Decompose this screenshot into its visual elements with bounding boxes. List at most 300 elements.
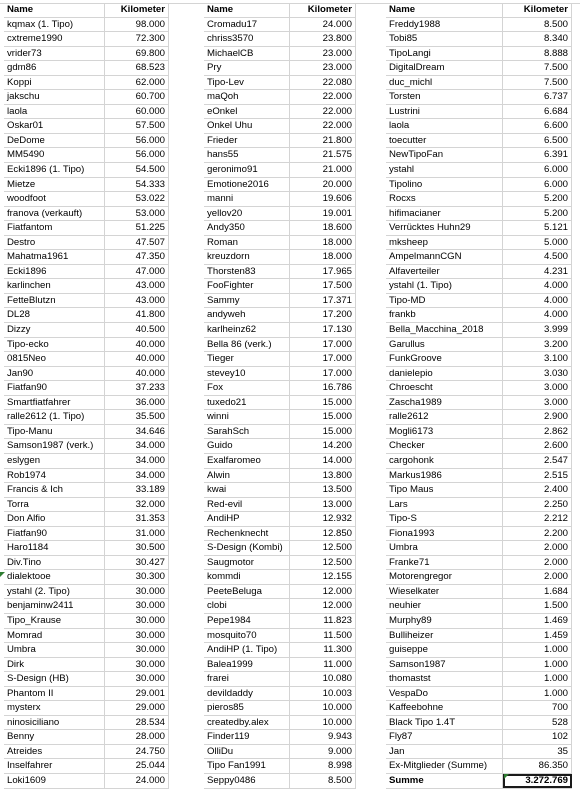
- kilometer-cell[interactable]: 30.000: [105, 585, 169, 599]
- kilometer-cell[interactable]: 19.001: [290, 207, 356, 221]
- kilometer-cell[interactable]: 41.800: [105, 308, 169, 322]
- table-row[interactable]: [204, 178, 356, 193]
- name-cell[interactable]: andyweh: [204, 308, 290, 322]
- name-cell[interactable]: toecutter: [386, 134, 503, 148]
- table-row[interactable]: [386, 469, 572, 484]
- kilometer-cell[interactable]: 34.000: [105, 469, 169, 483]
- name-cell[interactable]: Motorengregor: [386, 570, 503, 584]
- kilometer-cell[interactable]: 30.000: [105, 629, 169, 643]
- table-row[interactable]: [204, 774, 356, 789]
- table-row[interactable]: [204, 570, 356, 585]
- table-row[interactable]: [386, 76, 572, 91]
- kilometer-cell[interactable]: 9.943: [290, 730, 356, 744]
- table-row[interactable]: [204, 439, 356, 454]
- name-cell[interactable]: pieros85: [204, 701, 290, 715]
- table-row[interactable]: [4, 585, 169, 600]
- kilometer-cell[interactable]: 86.350: [503, 759, 572, 773]
- table-row[interactable]: [204, 425, 356, 440]
- table-row[interactable]: [386, 745, 572, 760]
- kilometer-cell[interactable]: 4.000: [503, 279, 572, 293]
- name-cell[interactable]: Destro: [4, 236, 105, 250]
- kilometer-cell[interactable]: 24.000: [290, 18, 356, 32]
- kilometer-cell[interactable]: 8.500: [290, 774, 356, 788]
- kilometer-cell[interactable]: 12.000: [290, 599, 356, 613]
- table-row[interactable]: [386, 512, 572, 527]
- name-cell[interactable]: Umbra: [4, 643, 105, 657]
- table-row[interactable]: [204, 323, 356, 338]
- kilometer-cell[interactable]: 700: [503, 701, 572, 715]
- table-row[interactable]: [204, 643, 356, 658]
- kilometer-cell[interactable]: 30.427: [105, 556, 169, 570]
- kilometer-cell[interactable]: 60.700: [105, 90, 169, 104]
- kilometer-cell[interactable]: 24.000: [105, 774, 169, 788]
- table-row[interactable]: [4, 629, 169, 644]
- kilometer-cell[interactable]: 40.000: [105, 338, 169, 352]
- name-cell[interactable]: benjaminw2411: [4, 599, 105, 613]
- name-cell[interactable]: Tipo-Manu: [4, 425, 105, 439]
- kilometer-cell[interactable]: 31.353: [105, 512, 169, 526]
- kilometer-cell[interactable]: 30.000: [105, 614, 169, 628]
- kilometer-cell[interactable]: 4.500: [503, 250, 572, 264]
- kilometer-cell[interactable]: 23.000: [290, 61, 356, 75]
- name-cell[interactable]: Francis & Ich: [4, 483, 105, 497]
- kilometer-cell[interactable]: 10.003: [290, 687, 356, 701]
- table-row[interactable]: [4, 643, 169, 658]
- kilometer-cell[interactable]: 15.000: [290, 396, 356, 410]
- kilometer-cell[interactable]: 30.000: [105, 599, 169, 613]
- kilometer-cell[interactable]: 53.022: [105, 192, 169, 206]
- table-row[interactable]: [386, 47, 572, 62]
- table-row[interactable]: [386, 541, 572, 556]
- name-cell[interactable]: Pry: [204, 61, 290, 75]
- kilometer-cell[interactable]: 10.000: [290, 701, 356, 715]
- name-cell[interactable]: kommdi: [204, 570, 290, 584]
- name-cell[interactable]: guiseppe: [386, 643, 503, 657]
- kilometer-cell[interactable]: 40.000: [105, 352, 169, 366]
- kilometer-cell[interactable]: 4.231: [503, 265, 572, 279]
- table-row[interactable]: [204, 410, 356, 425]
- kilometer-cell[interactable]: 17.200: [290, 308, 356, 322]
- table-row[interactable]: [204, 498, 356, 513]
- table-row[interactable]: [204, 47, 356, 62]
- kilometer-cell[interactable]: 2.000: [503, 541, 572, 555]
- table-row[interactable]: [4, 352, 169, 367]
- kilometer-cell[interactable]: 98.000: [105, 18, 169, 32]
- kilometer-cell[interactable]: 2.200: [503, 527, 572, 541]
- table-row[interactable]: [4, 250, 169, 265]
- table-row[interactable]: [204, 90, 356, 105]
- table-row[interactable]: [4, 759, 169, 774]
- table-row[interactable]: [386, 570, 572, 585]
- table-row[interactable]: [204, 250, 356, 265]
- table-row[interactable]: [4, 541, 169, 556]
- table-row[interactable]: [4, 439, 169, 454]
- table-row[interactable]: [386, 18, 572, 33]
- kilometer-cell[interactable]: 1.000: [503, 687, 572, 701]
- name-cell[interactable]: AmpelmannCGN: [386, 250, 503, 264]
- kilometer-cell[interactable]: 20.000: [290, 178, 356, 192]
- table-row[interactable]: [4, 410, 169, 425]
- name-cell[interactable]: neuhier: [386, 599, 503, 613]
- table-row[interactable]: [386, 716, 572, 731]
- table-row[interactable]: [386, 498, 572, 513]
- name-cell[interactable]: Lars: [386, 498, 503, 512]
- kilometer-cell[interactable]: 30.000: [105, 643, 169, 657]
- table-row[interactable]: [204, 294, 356, 309]
- name-cell[interactable]: Loki1609: [4, 774, 105, 788]
- kilometer-cell[interactable]: 36.000: [105, 396, 169, 410]
- table-row[interactable]: [386, 207, 572, 222]
- name-cell[interactable]: Fiatfantom: [4, 221, 105, 235]
- name-cell[interactable]: MM5490: [4, 148, 105, 162]
- kilometer-cell[interactable]: 10.000: [290, 716, 356, 730]
- kilometer-cell[interactable]: 12.500: [290, 556, 356, 570]
- kilometer-cell[interactable]: 12.500: [290, 541, 356, 555]
- kilometer-cell[interactable]: 18.600: [290, 221, 356, 235]
- kilometer-cell[interactable]: 17.000: [290, 352, 356, 366]
- name-cell[interactable]: Ecki1896 (1. Tipo): [4, 163, 105, 177]
- kilometer-cell[interactable]: 29.001: [105, 687, 169, 701]
- kilometer-cell[interactable]: 34.646: [105, 425, 169, 439]
- kilometer-cell[interactable]: 2.515: [503, 469, 572, 483]
- name-cell[interactable]: woodfoot: [4, 192, 105, 206]
- table-row[interactable]: [4, 61, 169, 76]
- name-cell[interactable]: Torsten: [386, 90, 503, 104]
- table-row[interactable]: [386, 221, 572, 236]
- kilometer-cell[interactable]: 33.189: [105, 483, 169, 497]
- kilometer-cell[interactable]: 8.888: [503, 47, 572, 61]
- kilometer-cell[interactable]: 3.000: [503, 381, 572, 395]
- name-cell[interactable]: DeDome: [4, 134, 105, 148]
- name-cell[interactable]: FetteBlutzn: [4, 294, 105, 308]
- table-row[interactable]: [204, 512, 356, 527]
- kilometer-cell[interactable]: 37.233: [105, 381, 169, 395]
- name-cell[interactable]: Black Tipo 1.4T: [386, 716, 503, 730]
- name-cell[interactable]: FooFighter: [204, 279, 290, 293]
- table-row[interactable]: [386, 294, 572, 309]
- kilometer-cell[interactable]: 40.000: [105, 367, 169, 381]
- table-row[interactable]: [386, 687, 572, 702]
- kilometer-cell[interactable]: 31.000: [105, 527, 169, 541]
- kilometer-cell[interactable]: 8.998: [290, 759, 356, 773]
- name-cell[interactable]: maQoh: [204, 90, 290, 104]
- table-row[interactable]: [386, 32, 572, 47]
- table-row[interactable]: [4, 265, 169, 280]
- table-row[interactable]: [4, 105, 169, 120]
- name-cell[interactable]: Rocxs: [386, 192, 503, 206]
- name-cell[interactable]: Inselfahrer: [4, 759, 105, 773]
- kilometer-cell[interactable]: 11.500: [290, 629, 356, 643]
- name-cell[interactable]: Dizzy: [4, 323, 105, 337]
- kilometer-cell[interactable]: 21.000: [290, 163, 356, 177]
- name-cell[interactable]: Chroescht: [386, 381, 503, 395]
- table-row[interactable]: [386, 701, 572, 716]
- name-cell[interactable]: karlheinz62: [204, 323, 290, 337]
- kilometer-cell[interactable]: 3.200: [503, 338, 572, 352]
- name-cell[interactable]: Pepe1984: [204, 614, 290, 628]
- kilometer-cell[interactable]: 17.000: [290, 338, 356, 352]
- kilometer-cell[interactable]: 6.684: [503, 105, 572, 119]
- table-row[interactable]: [204, 483, 356, 498]
- table-row[interactable]: [204, 338, 356, 353]
- name-cell[interactable]: duc_michl: [386, 76, 503, 90]
- table-row[interactable]: [204, 308, 356, 323]
- name-cell[interactable]: ystahl (1. Tipo): [386, 279, 503, 293]
- table-row[interactable]: [204, 585, 356, 600]
- table-row[interactable]: [204, 614, 356, 629]
- header-name[interactable]: Name: [386, 3, 503, 17]
- table-row[interactable]: [386, 425, 572, 440]
- name-cell[interactable]: SarahSch: [204, 425, 290, 439]
- table-row[interactable]: [204, 381, 356, 396]
- kilometer-cell[interactable]: 18.000: [290, 236, 356, 250]
- name-cell[interactable]: Markus1986: [386, 469, 503, 483]
- summary-row[interactable]: [386, 774, 572, 789]
- kilometer-cell[interactable]: 17.000: [290, 367, 356, 381]
- name-cell[interactable]: Mahatma1961: [4, 250, 105, 264]
- kilometer-cell[interactable]: 6.500: [503, 134, 572, 148]
- kilometer-cell[interactable]: 6.600: [503, 119, 572, 133]
- name-cell[interactable]: tuxedo21: [204, 396, 290, 410]
- name-cell[interactable]: Andy350: [204, 221, 290, 235]
- kilometer-cell[interactable]: 22.000: [290, 90, 356, 104]
- name-cell[interactable]: Zascha1989: [386, 396, 503, 410]
- kilometer-cell[interactable]: 2.400: [503, 483, 572, 497]
- kilometer-cell[interactable]: 12.000: [290, 585, 356, 599]
- table-row[interactable]: [386, 323, 572, 338]
- table-row[interactable]: [386, 192, 572, 207]
- table-row[interactable]: [204, 279, 356, 294]
- table-row[interactable]: [4, 148, 169, 163]
- name-cell[interactable]: VespaDo: [386, 687, 503, 701]
- name-cell[interactable]: Balea1999: [204, 658, 290, 672]
- table-row[interactable]: [4, 469, 169, 484]
- name-cell[interactable]: Jan: [386, 745, 503, 759]
- kilometer-cell[interactable]: 60.000: [105, 105, 169, 119]
- table-row[interactable]: [4, 178, 169, 193]
- kilometer-cell[interactable]: 8.340: [503, 32, 572, 46]
- kilometer-cell[interactable]: 2.547: [503, 454, 572, 468]
- name-cell[interactable]: ralle2612 (1. Tipo): [4, 410, 105, 424]
- name-cell[interactable]: Tipolino: [386, 178, 503, 192]
- name-cell[interactable]: NewTipoFan: [386, 148, 503, 162]
- table-row[interactable]: [204, 18, 356, 33]
- kilometer-cell[interactable]: 15.000: [290, 425, 356, 439]
- table-row[interactable]: [4, 687, 169, 702]
- kilometer-cell[interactable]: 2.862: [503, 425, 572, 439]
- kilometer-cell[interactable]: 12.932: [290, 512, 356, 526]
- name-cell[interactable]: Momrad: [4, 629, 105, 643]
- table-row[interactable]: [386, 265, 572, 280]
- header-name[interactable]: Name: [4, 3, 105, 17]
- name-cell[interactable]: yellov20: [204, 207, 290, 221]
- kilometer-cell[interactable]: 72.300: [105, 32, 169, 46]
- kilometer-cell[interactable]: 34.000: [105, 454, 169, 468]
- name-cell[interactable]: clobi: [204, 599, 290, 613]
- kilometer-cell[interactable]: 6.000: [503, 178, 572, 192]
- name-cell[interactable]: Franke71: [386, 556, 503, 570]
- kilometer-cell[interactable]: 3.030: [503, 367, 572, 381]
- kilometer-cell[interactable]: 8.500: [503, 18, 572, 32]
- name-cell[interactable]: hifimacianer: [386, 207, 503, 221]
- table-row[interactable]: [386, 163, 572, 178]
- table-row[interactable]: [204, 716, 356, 731]
- name-cell[interactable]: frarei: [204, 672, 290, 686]
- name-cell[interactable]: Tipo-ecko: [4, 338, 105, 352]
- kilometer-cell[interactable]: 17.371: [290, 294, 356, 308]
- kilometer-cell[interactable]: 13.800: [290, 469, 356, 483]
- name-cell[interactable]: AndiHP: [204, 512, 290, 526]
- table-row[interactable]: [204, 32, 356, 47]
- table-row[interactable]: [4, 483, 169, 498]
- name-cell[interactable]: Tipo Fan1991: [204, 759, 290, 773]
- name-cell[interactable]: Freddy1988: [386, 18, 503, 32]
- kilometer-cell[interactable]: 5.200: [503, 192, 572, 206]
- kilometer-cell[interactable]: 22.000: [290, 105, 356, 119]
- table-row[interactable]: [4, 672, 169, 687]
- table-row[interactable]: [204, 134, 356, 149]
- table-row[interactable]: [4, 47, 169, 62]
- kilometer-cell[interactable]: 1.459: [503, 629, 572, 643]
- table-row[interactable]: [386, 352, 572, 367]
- table-row[interactable]: [386, 614, 572, 629]
- summary-label[interactable]: Summe: [386, 774, 503, 788]
- name-cell[interactable]: Saugmotor: [204, 556, 290, 570]
- name-cell[interactable]: Dirk: [4, 658, 105, 672]
- name-cell[interactable]: PeeteBeluga: [204, 585, 290, 599]
- kilometer-cell[interactable]: 28.534: [105, 716, 169, 730]
- kilometer-cell[interactable]: 30.300: [105, 570, 169, 584]
- name-cell[interactable]: danielepio: [386, 367, 503, 381]
- name-cell[interactable]: geronimo91: [204, 163, 290, 177]
- table-row[interactable]: [386, 759, 572, 774]
- name-cell[interactable]: Benny: [4, 730, 105, 744]
- name-cell[interactable]: Don Alfio: [4, 512, 105, 526]
- kilometer-cell[interactable]: 1.000: [503, 672, 572, 686]
- name-cell[interactable]: Verrücktes Huhn29: [386, 221, 503, 235]
- kilometer-cell[interactable]: 17.130: [290, 323, 356, 337]
- kilometer-cell[interactable]: 5.200: [503, 207, 572, 221]
- kilometer-cell[interactable]: 3.999: [503, 323, 572, 337]
- table-row[interactable]: [204, 236, 356, 251]
- header-row[interactable]: [204, 3, 356, 18]
- name-cell[interactable]: kreuzdorn: [204, 250, 290, 264]
- name-cell[interactable]: Mogli6173: [386, 425, 503, 439]
- name-cell[interactable]: Cromadu17: [204, 18, 290, 32]
- table-row[interactable]: [386, 381, 572, 396]
- kilometer-cell[interactable]: 22.080: [290, 76, 356, 90]
- name-cell[interactable]: winni: [204, 410, 290, 424]
- name-cell[interactable]: Rechenknecht: [204, 527, 290, 541]
- kilometer-cell[interactable]: 43.000: [105, 294, 169, 308]
- name-cell[interactable]: Tipo-S: [386, 512, 503, 526]
- table-row[interactable]: [4, 207, 169, 222]
- table-row[interactable]: [204, 527, 356, 542]
- table-row[interactable]: [4, 599, 169, 614]
- name-cell[interactable]: Ex-Mitglieder (Summe): [386, 759, 503, 773]
- name-cell[interactable]: Tipo_Krause: [4, 614, 105, 628]
- kilometer-cell[interactable]: 30.500: [105, 541, 169, 555]
- name-cell[interactable]: AndiHP (1. Tipo): [204, 643, 290, 657]
- table-row[interactable]: [4, 308, 169, 323]
- kilometer-cell[interactable]: 7.500: [503, 61, 572, 75]
- kilometer-cell[interactable]: 1.000: [503, 643, 572, 657]
- table-row[interactable]: [386, 439, 572, 454]
- table-row[interactable]: [386, 730, 572, 745]
- table-row[interactable]: [204, 687, 356, 702]
- table-row[interactable]: [204, 207, 356, 222]
- name-cell[interactable]: OlliDu: [204, 745, 290, 759]
- table-row[interactable]: [204, 352, 356, 367]
- name-cell[interactable]: eslygen: [4, 454, 105, 468]
- name-cell[interactable]: Koppi: [4, 76, 105, 90]
- table-row[interactable]: [386, 250, 572, 265]
- table-row[interactable]: [4, 32, 169, 47]
- kilometer-cell[interactable]: 2.250: [503, 498, 572, 512]
- name-cell[interactable]: Sammy: [204, 294, 290, 308]
- kilometer-cell[interactable]: 3.100: [503, 352, 572, 366]
- name-cell[interactable]: Finder119: [204, 730, 290, 744]
- kilometer-cell[interactable]: 30.000: [105, 672, 169, 686]
- kilometer-cell[interactable]: 6.737: [503, 90, 572, 104]
- name-cell[interactable]: ystahl: [386, 163, 503, 177]
- name-cell[interactable]: kqmax (1. Tipo): [4, 18, 105, 32]
- name-cell[interactable]: Garullus: [386, 338, 503, 352]
- name-cell[interactable]: Frieder: [204, 134, 290, 148]
- name-cell[interactable]: frankb: [386, 308, 503, 322]
- kilometer-cell[interactable]: 23.800: [290, 32, 356, 46]
- kilometer-cell[interactable]: 1.684: [503, 585, 572, 599]
- name-cell[interactable]: chriss3570: [204, 32, 290, 46]
- table-row[interactable]: [204, 672, 356, 687]
- kilometer-cell[interactable]: 47.000: [105, 265, 169, 279]
- table-row[interactable]: [386, 308, 572, 323]
- table-row[interactable]: [386, 527, 572, 542]
- name-cell[interactable]: cargohonk: [386, 454, 503, 468]
- kilometer-cell[interactable]: 19.606: [290, 192, 356, 206]
- name-cell[interactable]: ninosiciliano: [4, 716, 105, 730]
- table-row[interactable]: [386, 90, 572, 105]
- name-cell[interactable]: Exalfaromeo: [204, 454, 290, 468]
- kilometer-cell[interactable]: 23.000: [290, 47, 356, 61]
- table-row[interactable]: [4, 18, 169, 33]
- name-cell[interactable]: FunkGroove: [386, 352, 503, 366]
- table-row[interactable]: [204, 105, 356, 120]
- table-row[interactable]: [4, 367, 169, 382]
- table-row[interactable]: [204, 556, 356, 571]
- name-cell[interactable]: laola: [386, 119, 503, 133]
- kilometer-cell[interactable]: 4.000: [503, 308, 572, 322]
- name-cell[interactable]: ystahl (2. Tipo): [4, 585, 105, 599]
- table-row[interactable]: [386, 396, 572, 411]
- kilometer-cell[interactable]: 5.121: [503, 221, 572, 235]
- kilometer-cell[interactable]: 10.080: [290, 672, 356, 686]
- kilometer-cell[interactable]: 51.225: [105, 221, 169, 235]
- kilometer-cell[interactable]: 54.333: [105, 178, 169, 192]
- table-row[interactable]: [386, 338, 572, 353]
- name-cell[interactable]: Roman: [204, 236, 290, 250]
- name-cell[interactable]: S-Design (HB): [4, 672, 105, 686]
- table-row[interactable]: [4, 570, 169, 585]
- table-row[interactable]: [4, 338, 169, 353]
- name-cell[interactable]: Fly87: [386, 730, 503, 744]
- name-cell[interactable]: Tipo-MD: [386, 294, 503, 308]
- kilometer-cell[interactable]: 1.500: [503, 599, 572, 613]
- kilometer-cell[interactable]: 528: [503, 716, 572, 730]
- table-row[interactable]: [204, 163, 356, 178]
- table-row[interactable]: [4, 658, 169, 673]
- table-row[interactable]: [4, 119, 169, 134]
